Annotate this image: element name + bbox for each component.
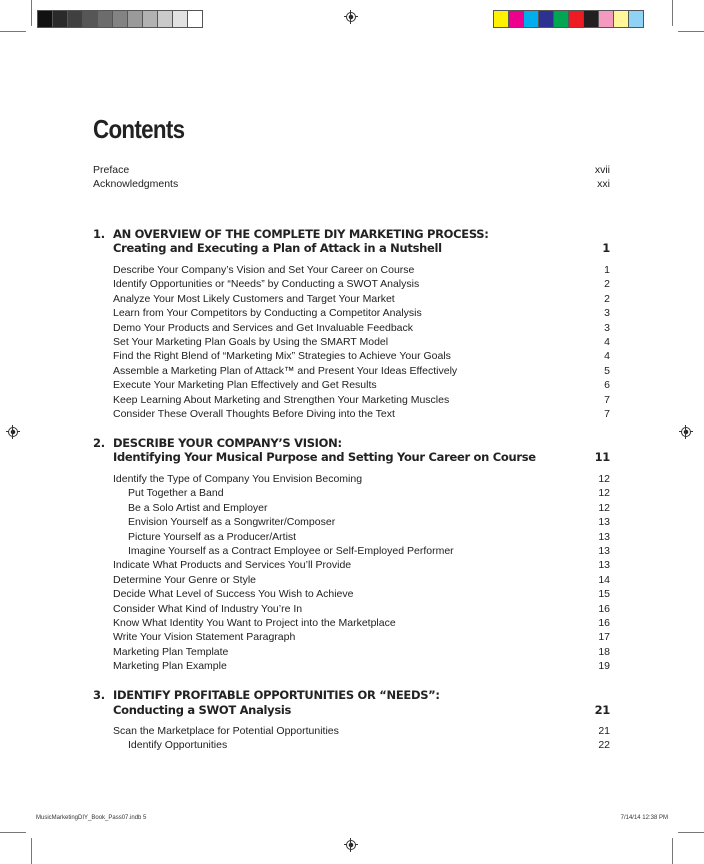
chapter-page-number: 21	[594, 703, 610, 717]
toc-entry-label: Consider What Kind of Industry You’re In	[113, 602, 303, 615]
toc-entry-label: Learn from Your Competitors by Conducting a Competitor Analysis	[113, 307, 422, 320]
grayscale-calibration-bar	[37, 10, 203, 28]
toc-subentry	[128, 738, 610, 752]
chapter-number: 3.	[93, 688, 105, 702]
toc-page-number: 12	[598, 473, 610, 485]
registration-mark-icon	[6, 425, 20, 439]
print-slug-timestamp: 7/14/14 12:38 PM	[620, 815, 668, 821]
chapter-title-line2	[113, 703, 610, 717]
toc-page-number: 2	[604, 292, 610, 305]
toc-entry-label: Marketing Plan Template	[113, 645, 229, 658]
calibration-swatch	[614, 11, 629, 27]
toc-entry-label: Analyze Your Most Likely Customers and Target Your Market	[113, 292, 395, 305]
toc-entry-label: Execute Your Marketing Plan Effectively and Get Results	[113, 379, 377, 392]
toc-entry-label: Know What Identity You Want to Project into the Marketplace	[113, 617, 396, 629]
calibration-swatch	[68, 11, 83, 27]
toc-entry	[113, 364, 610, 378]
toc-entry-label: Keep Learning About Marketing and Strengthen Your Marketing Muscles	[113, 393, 450, 406]
crop-mark	[0, 832, 26, 833]
calibration-swatch	[143, 11, 158, 27]
toc-entry	[113, 724, 610, 738]
chapter-subtitle: Identifying Your Musical Purpose and Setting Your Career on Course	[113, 450, 536, 464]
chapter-number: 1.	[93, 227, 105, 241]
toc-page-number: 1	[604, 264, 610, 276]
toc-entry-label: Write Your Vision Statement Paragraph	[113, 631, 296, 644]
toc-entry-label: Imagine Yourself as a Contract Employee or Self-Employed Performer	[128, 545, 454, 557]
toc-entry	[113, 573, 610, 587]
toc-entry-preface	[93, 163, 610, 177]
chapter-title-line1: DESCRIBE YOUR COMPANY’S VISION:	[113, 436, 342, 450]
toc-subentry	[128, 501, 610, 515]
toc-page-number: 6	[604, 379, 610, 392]
toc-page-number: 7	[604, 393, 610, 406]
toc-entry-label: Scan the Marketplace for Potential Opportunities	[113, 725, 339, 737]
toc-entry-label: Assemble a Marketing Plan of Attack™ and Present Your Ideas Effectively	[113, 364, 458, 377]
toc-page-number: 4	[604, 350, 610, 363]
toc-page-number: 12	[598, 487, 610, 500]
toc-entry-label: Set Your Marketing Plan Goals by Using the SMART Model	[113, 336, 389, 348]
toc-page-number: 16	[598, 602, 610, 615]
chapter-title-line2	[113, 241, 610, 255]
toc-entry-label: Marketing Plan Example	[113, 660, 227, 673]
toc-page-number: 16	[598, 617, 610, 629]
crop-mark	[678, 832, 704, 833]
toc-entry	[113, 602, 610, 616]
toc-page-number: 2	[604, 278, 610, 291]
toc-entry-label: Put Together a Band	[128, 487, 224, 500]
calibration-swatch	[53, 11, 68, 27]
toc-entry	[113, 306, 610, 320]
toc-page-number: 13	[598, 545, 610, 557]
toc-entry-label: Consider These Overall Thoughts Before Diving into the Text	[113, 408, 395, 420]
toc-subentry	[128, 486, 610, 500]
toc-page-number: 5	[604, 364, 610, 377]
toc-page-number: 3	[604, 307, 610, 320]
calibration-swatch	[509, 11, 524, 27]
toc-page-number: 7	[604, 408, 610, 420]
chapter-subtitle: Creating and Executing a Plan of Attack in a Nutshell	[113, 241, 442, 255]
toc-entry-label: Decide What Level of Success You Wish to Achieve	[113, 588, 354, 601]
calibration-swatch	[539, 11, 554, 27]
calibration-swatch	[173, 11, 188, 27]
color-calibration-bar	[493, 10, 644, 28]
crop-mark	[678, 31, 704, 32]
calibration-swatch	[629, 11, 643, 27]
registration-mark-icon	[344, 10, 358, 24]
toc-entry-label: Preface	[93, 164, 130, 176]
chapter-title-line1: AN OVERVIEW OF THE COMPLETE DIY MARKETING PROCESS:	[113, 227, 489, 241]
toc-page-number: 22	[598, 739, 610, 752]
toc-entry	[113, 393, 610, 407]
page-title: Contents	[93, 114, 185, 144]
calibration-swatch	[113, 11, 128, 27]
toc-page-number: 13	[598, 516, 610, 529]
toc-page-number: xxi	[597, 178, 610, 190]
toc-entry	[113, 616, 610, 630]
toc-entry-label: Identify Opportunities	[128, 739, 228, 752]
toc-entry-acknowledgments	[93, 177, 610, 191]
toc-entry-label: Identify Opportunities or “Needs” by Conducting a SWOT Analysis	[113, 278, 420, 291]
chapter-subtitle: Conducting a SWOT Analysis	[113, 703, 292, 717]
toc-entry-label: Indicate What Products and Services You’ll Provide	[113, 559, 352, 572]
toc-entry	[113, 587, 610, 601]
calibration-swatch	[494, 11, 509, 27]
toc-subentry	[128, 544, 610, 558]
crop-mark	[672, 0, 673, 26]
calibration-swatch	[38, 11, 53, 27]
registration-mark-icon	[344, 838, 358, 852]
toc-entry-label: Demo Your Products and Services and Get Invaluable Feedback	[113, 321, 414, 334]
calibration-swatch	[128, 11, 143, 27]
chapter-page-number: 11	[594, 450, 610, 464]
calibration-swatch	[599, 11, 614, 27]
calibration-swatch	[524, 11, 539, 27]
toc-entry	[113, 472, 610, 486]
chapter-title-line1: IDENTIFY PROFITABLE OPPORTUNITIES OR “NEEDS”:	[113, 688, 440, 702]
toc-page-number: 14	[598, 573, 610, 586]
calibration-swatch	[98, 11, 113, 27]
toc-entry	[113, 321, 610, 335]
toc-page-number: 13	[598, 530, 610, 543]
crop-mark	[672, 838, 673, 864]
toc-page-number: 4	[604, 336, 610, 348]
calibration-swatch	[554, 11, 569, 27]
toc-page-number: 13	[598, 559, 610, 572]
toc-subentry	[128, 515, 610, 529]
toc-page-number: xvii	[594, 164, 610, 176]
toc-entry-label: Identify the Type of Company You Envision Becoming	[113, 473, 363, 485]
toc-entry	[113, 263, 610, 277]
toc-entry	[113, 407, 610, 421]
toc-page-number: 18	[598, 645, 610, 658]
crop-mark	[0, 31, 26, 32]
calibration-swatch	[158, 11, 173, 27]
toc-page-number: 19	[598, 660, 610, 673]
calibration-swatch	[83, 11, 98, 27]
toc-entry-label: Determine Your Genre or Style	[113, 573, 256, 586]
toc-entry	[113, 335, 610, 349]
print-slug-filename: MusicMarketingDIY_Book_Pass07.indb 5	[36, 815, 147, 821]
toc-entry	[113, 277, 610, 291]
calibration-swatch	[569, 11, 584, 27]
toc-page-number: 12	[598, 501, 610, 514]
toc-page-number: 3	[604, 321, 610, 334]
calibration-swatch	[188, 11, 202, 27]
chapter-page-number: 1	[602, 241, 610, 255]
toc-entry	[113, 349, 610, 363]
toc-entry	[113, 292, 610, 306]
calibration-swatch	[584, 11, 599, 27]
toc-page-number: 17	[598, 631, 610, 644]
toc-subentry	[128, 530, 610, 544]
toc-entry-label: Find the Right Blend of “Marketing Mix” Strategies to Achieve Your Goals	[113, 350, 451, 363]
toc-entry-label: Envision Yourself as a Songwriter/Composer	[128, 516, 336, 529]
crop-mark	[31, 838, 32, 864]
toc-page-number: 21	[598, 725, 610, 737]
chapter-title-line2	[113, 450, 610, 464]
registration-mark-icon	[679, 425, 693, 439]
toc-entry	[113, 659, 610, 673]
toc-entry-label: Acknowledgments	[93, 178, 179, 190]
toc-entry	[113, 378, 610, 392]
chapter-number: 2.	[93, 436, 105, 450]
toc-page-number: 15	[598, 588, 610, 601]
toc-entry	[113, 558, 610, 572]
toc-entry	[113, 630, 610, 644]
toc-entry-label: Describe Your Company’s Vision and Set Your Career on Course	[113, 264, 415, 276]
crop-mark	[31, 0, 32, 26]
toc-entry	[113, 645, 610, 659]
toc-entry-label: Picture Yourself as a Producer/Artist	[128, 530, 297, 543]
toc-entry-label: Be a Solo Artist and Employer	[128, 501, 268, 514]
